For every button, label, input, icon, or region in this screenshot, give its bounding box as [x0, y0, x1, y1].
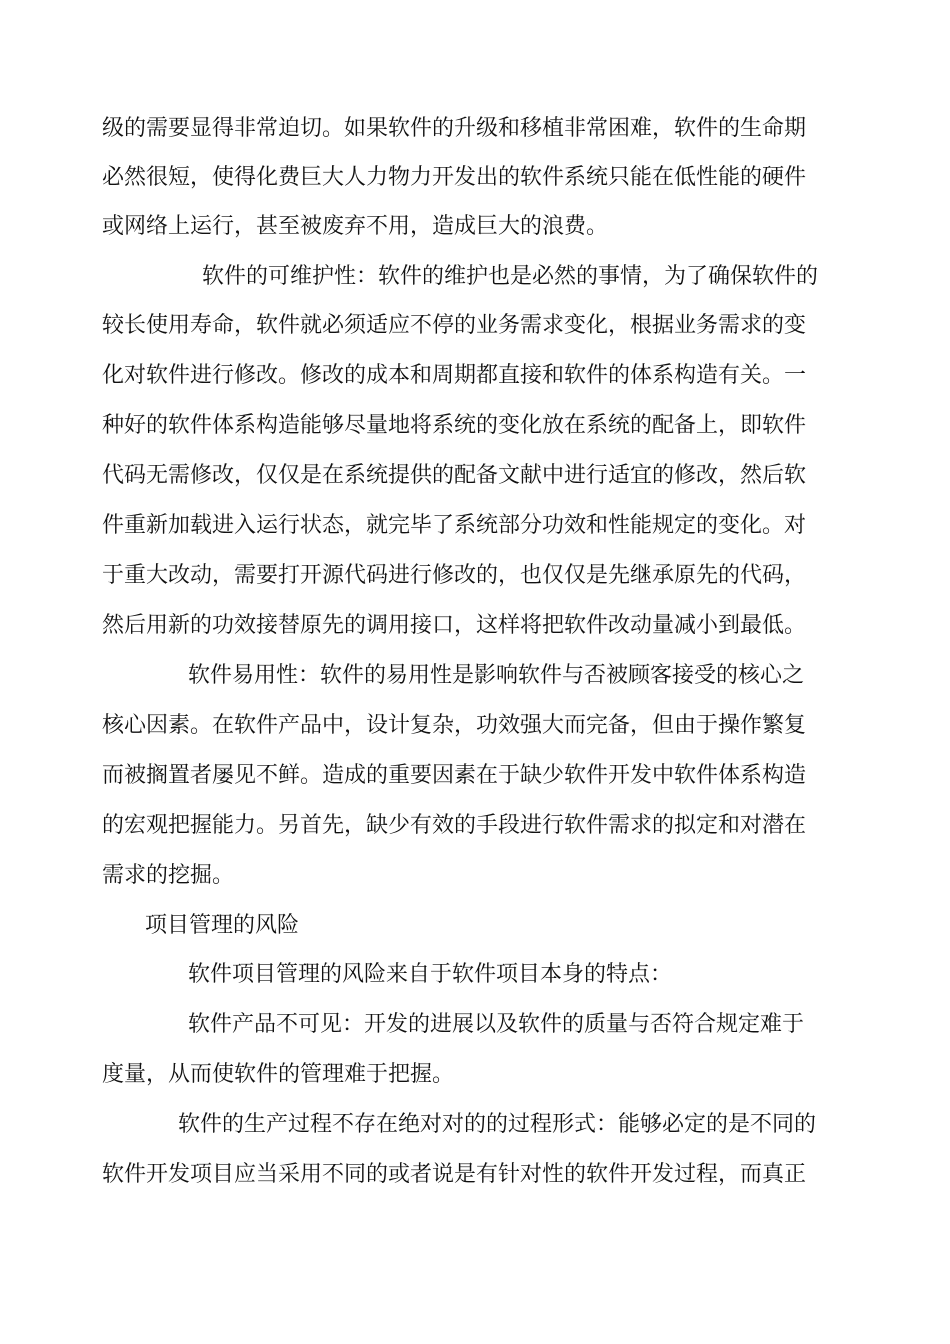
text-line-16: 需求的挖掘。	[102, 863, 235, 888]
text-line-15: 的宏观把握能力。另首先，缺少有效的手段进行软件需求的拟定和对潜在	[102, 813, 807, 838]
text-line-19: 软件产品不可见：开发的进展以及软件的质量与否符合规定难于	[188, 1012, 805, 1037]
text-line-18: 软件项目管理的风险来自于软件项目本身的特点：	[188, 962, 673, 987]
text-line-6: 化对软件进行修改。修改的成本和周期都直接和软件的体系构造有关。一	[102, 363, 807, 388]
text-line-9: 件重新加载进入运行状态，就完毕了系统部分功效和性能规定的变化。对	[102, 513, 807, 538]
text-line-5: 较长使用寿命，软件就必须适应不停的业务需求变化，根据业务需求的变	[102, 313, 807, 338]
section-title-usability: 软件易用性：软件的易用性是影响软件与否被顾客接受的核心之	[188, 663, 805, 688]
text-line-8: 代码无需修改，仅仅是在系统提供的配备文献中进行适宜的修改，然后软	[102, 463, 807, 488]
section-heading-project-risk: 项目管理的风险	[145, 913, 300, 938]
text-line-2: 必然很短，使得化费巨大人力物力开发出的软件系统只能在低性能的硬件	[102, 165, 807, 190]
text-line-20: 度量，从而使软件的管理难于把握。	[102, 1062, 455, 1087]
text-line-10: 于重大改动，需要打开源代码进行修改的，也仅仅是先继承原先的代码，	[102, 563, 807, 588]
text-line-1: 级的需要显得非常迫切。如果软件的升级和移植非常困难，软件的生命期	[102, 116, 807, 141]
section-title-maintainability: 软件的可维护性：软件的维护也是必然的事情，为了确保软件的	[202, 264, 819, 289]
text-line-7: 种好的软件体系构造能够尽量地将系统的变化放在系统的配备上，即软件	[102, 413, 807, 438]
text-line-11: 然后用新的功效接替原先的调用接口，这样将把软件改动量减小到最低。	[102, 613, 807, 638]
text-line-13: 核心因素。在软件产品中，设计复杂，功效强大而完备，但由于操作繁复	[102, 713, 807, 738]
text-line-14: 而被搁置者屡见不鲜。造成的重要因素在于缺少软件开发中软件体系构造	[102, 763, 807, 788]
text-line-22: 软件开发项目应当采用不同的或者说是有针对性的软件开发过程，而真正	[102, 1162, 807, 1187]
text-line-3: 或网络上运行，甚至被废弃不用，造成巨大的浪费。	[102, 214, 609, 239]
text-line-21: 软件的生产过程不存在绝对对的的过程形式：能够必定的是不同的	[178, 1112, 817, 1137]
